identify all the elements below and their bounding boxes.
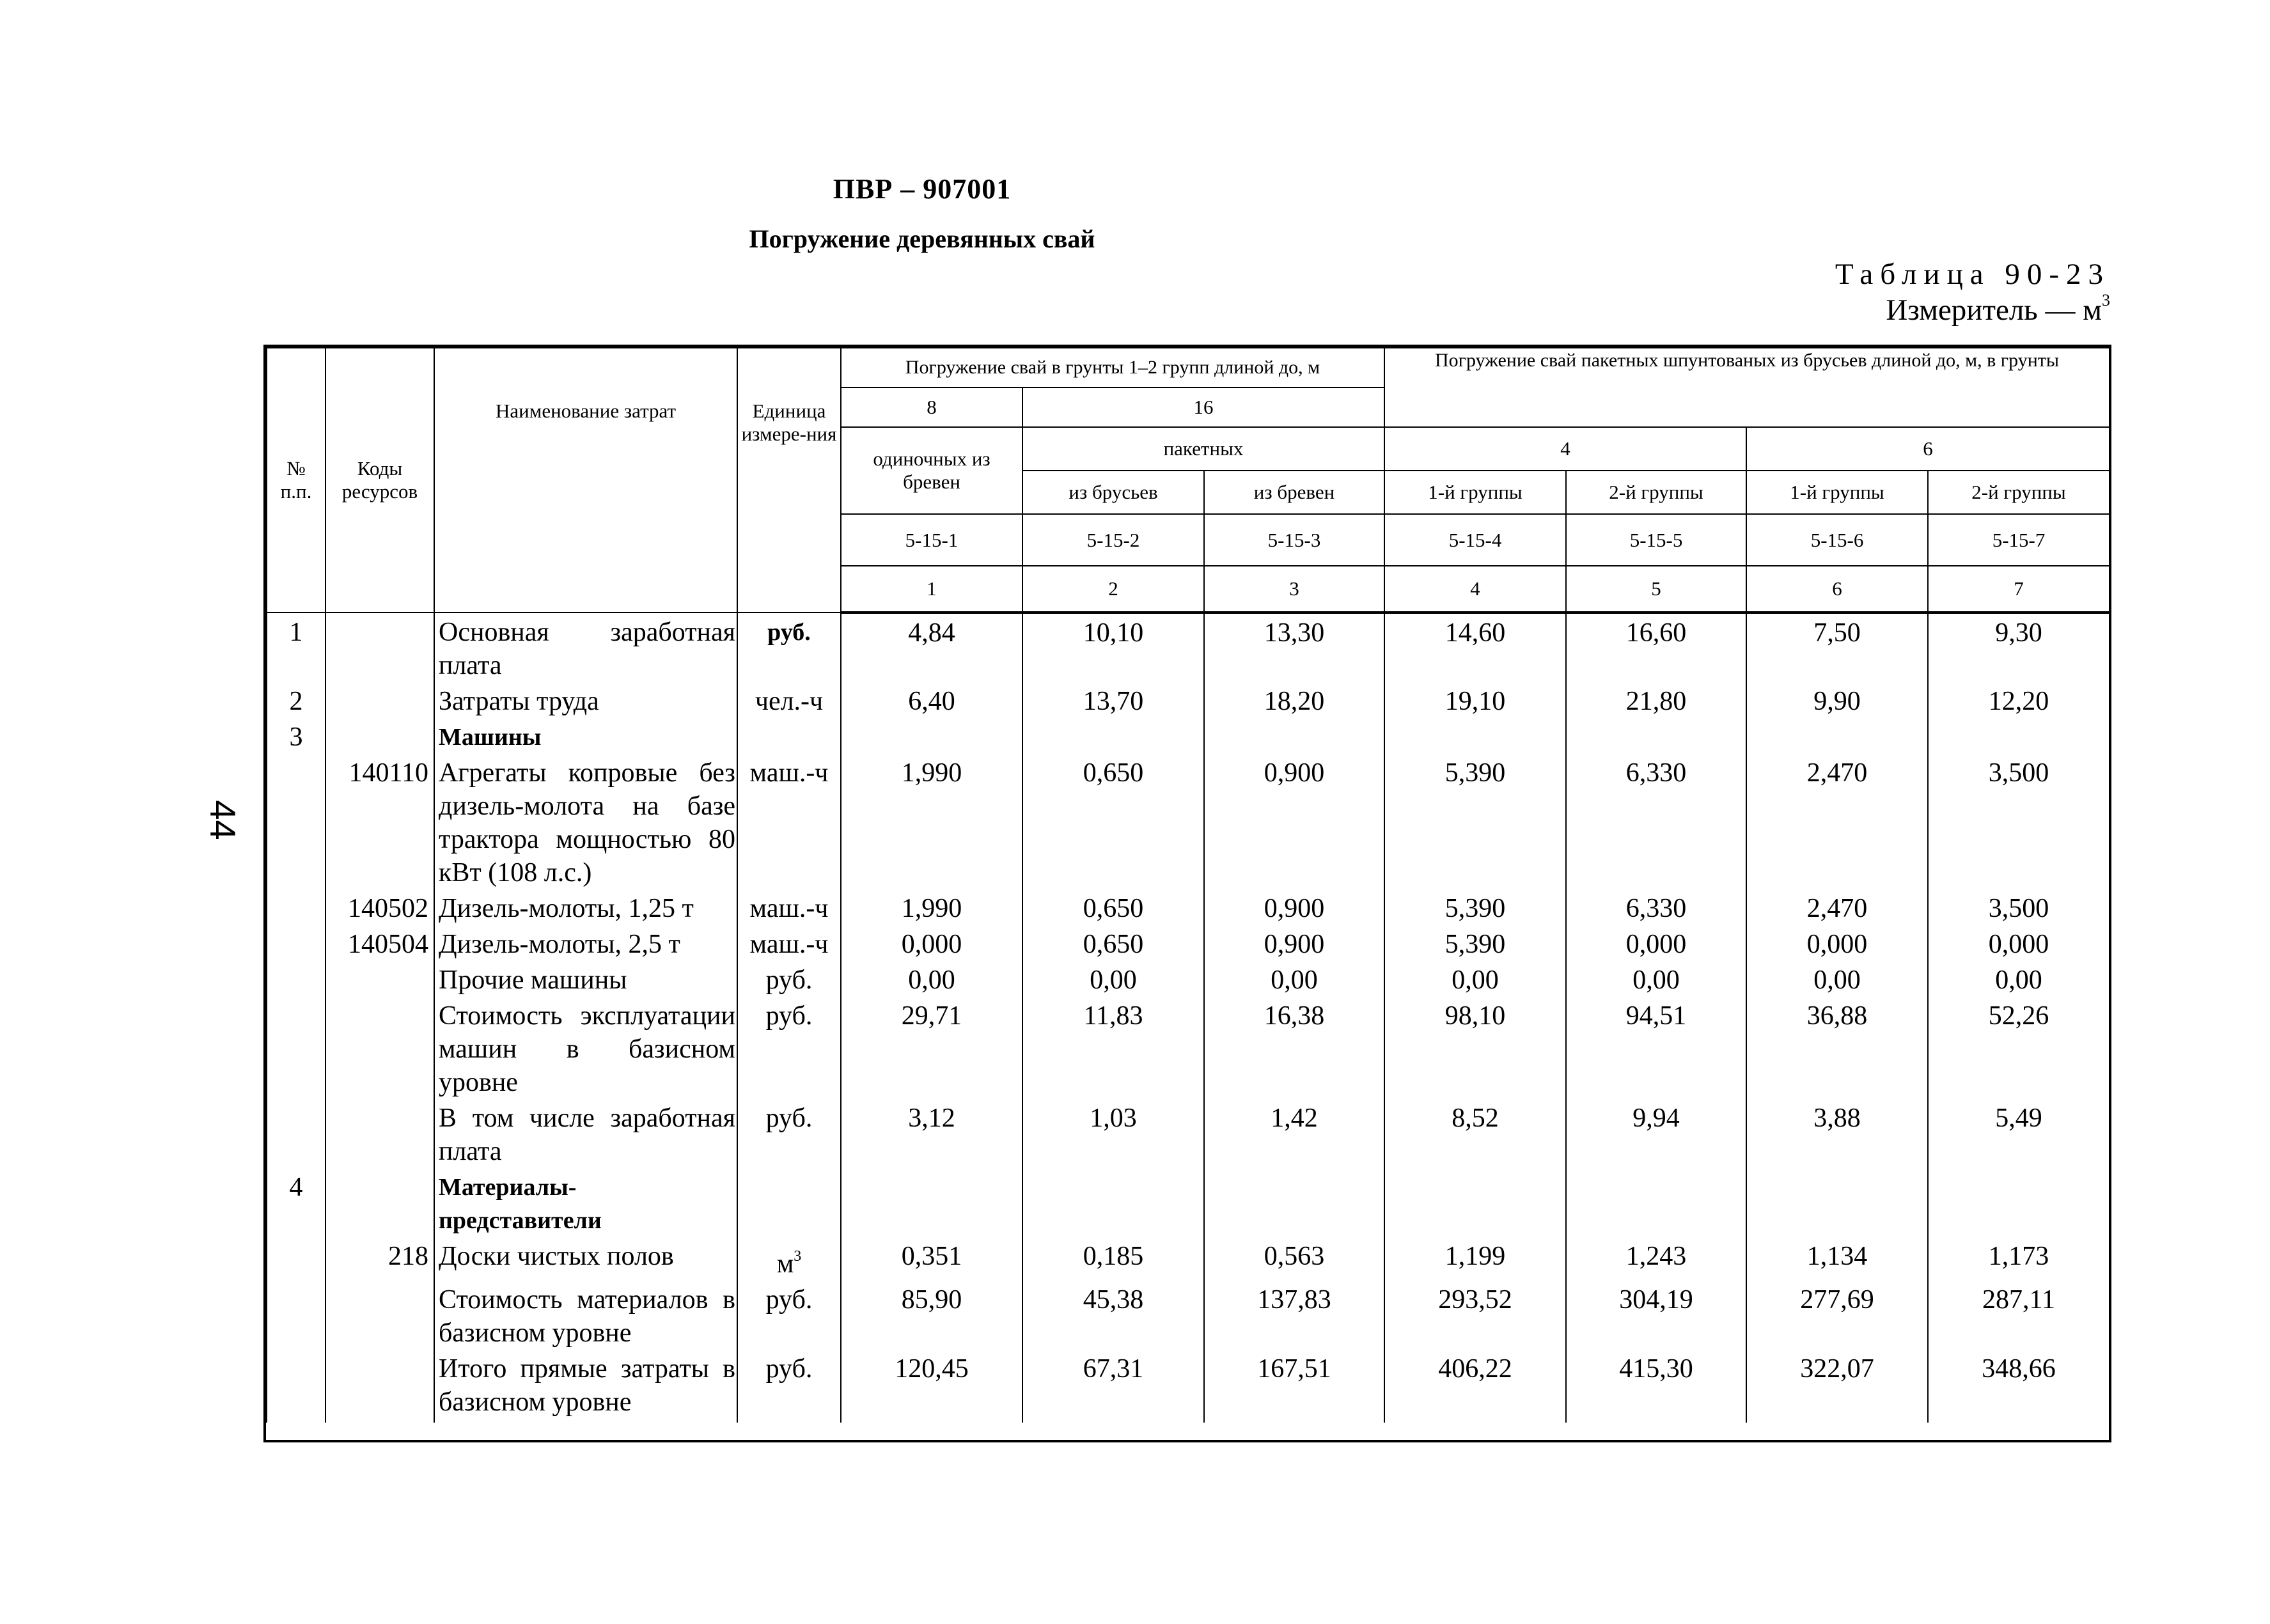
unit-of-measure: маш.-ч (737, 925, 841, 961)
header-col-codes: Коды ресурсов (325, 348, 434, 613)
value-cell: 94,51 (1566, 997, 1746, 1099)
value-cell: 29,71 (841, 997, 1022, 1099)
table-row (267, 1237, 2110, 1281)
value-cell: 0,000 (1928, 925, 2110, 961)
value-cell: 3,500 (1928, 754, 2110, 889)
header-code-cell: 5-15-7 (1928, 514, 2110, 566)
row-number: 4 (267, 1168, 325, 1237)
value-cell (1204, 718, 1384, 754)
value-cell: 45,38 (1022, 1281, 1204, 1350)
row-number: 1 (267, 613, 325, 682)
header-group-1: Погружение свай в грунты 1–2 групп длиной до, м (841, 348, 1384, 387)
row-number (267, 889, 325, 925)
header-col-name: Наименование затрат (434, 348, 737, 613)
header-soil-group-2: 2-й группы (1566, 471, 1746, 514)
value-cell: 0,00 (1566, 961, 1746, 997)
table-row (267, 997, 2110, 1099)
table-row (267, 889, 2110, 925)
unit-of-measure: руб. (737, 1281, 841, 1350)
unit-text: м (776, 1249, 794, 1279)
unit-of-measure: руб. (737, 961, 841, 997)
value-cell (1746, 1168, 1928, 1237)
document-title: ПВР – 907001 (833, 173, 1012, 205)
value-cell: 7,50 (1746, 613, 1928, 682)
measure-superscript: 3 (2102, 291, 2110, 309)
value-cell: 167,51 (1204, 1350, 1384, 1423)
value-cell: 304,19 (1566, 1281, 1746, 1350)
value-cell: 9,90 (1746, 682, 1928, 718)
value-cell: 0,00 (1746, 961, 1928, 997)
table-row (267, 961, 2110, 997)
value-cell (841, 718, 1022, 754)
header-number-cell: 1 (841, 566, 1022, 613)
value-cell: 2,470 (1746, 754, 1928, 889)
value-cell: 3,12 (841, 1099, 1022, 1168)
cost-name: Затраты труда (434, 682, 737, 718)
header-from-beams: из брусьев (1022, 471, 1204, 514)
row-number (267, 961, 325, 997)
header-code-cell: 5-15-5 (1566, 514, 1746, 566)
cost-table (263, 345, 2111, 1442)
unit-of-measure (737, 1168, 841, 1237)
document-subtitle: Погружение деревянных свай (749, 224, 1095, 253)
row-number (267, 1350, 325, 1423)
value-cell: 2,470 (1746, 889, 1928, 925)
header-col-no: № п.п. (267, 348, 325, 613)
value-cell (841, 1168, 1022, 1237)
value-cell: 0,185 (1022, 1237, 1204, 1281)
value-cell: 6,40 (841, 682, 1022, 718)
value-cell: 16,38 (1204, 997, 1384, 1099)
value-cell: 0,00 (841, 961, 1022, 997)
header-single-logs: одиночных из бревен (841, 427, 1022, 514)
row-number (267, 1237, 325, 1281)
cost-name: В том числе заработная плата (434, 1099, 737, 1168)
header-length-16: 16 (1022, 387, 1384, 427)
value-cell: 12,20 (1928, 682, 2110, 718)
table-row (267, 1099, 2110, 1168)
table-row (267, 754, 2110, 889)
value-cell: 0,000 (1566, 925, 1746, 961)
table-label: Таблица 90-23 (1835, 258, 2110, 291)
value-cell (1022, 718, 1204, 754)
value-cell: 277,69 (1746, 1281, 1928, 1350)
value-cell: 0,351 (841, 1237, 1022, 1281)
value-cell: 14,60 (1384, 613, 1566, 682)
value-cell: 5,49 (1928, 1099, 2110, 1168)
value-cell: 0,900 (1204, 889, 1384, 925)
unit-of-measure: чел.-ч (737, 682, 841, 718)
value-cell (1204, 1168, 1384, 1237)
value-cell: 406,22 (1384, 1350, 1566, 1423)
unit-superscript: 3 (794, 1248, 802, 1265)
value-cell: 67,31 (1022, 1350, 1204, 1423)
table-body (267, 613, 2110, 1423)
resource-code (325, 961, 434, 997)
value-cell: 19,10 (1384, 682, 1566, 718)
value-cell: 0,650 (1022, 925, 1204, 961)
value-cell: 6,330 (1566, 754, 1746, 889)
cost-table-grid (266, 347, 2110, 1423)
cost-name: Доски чистых полов (434, 1237, 737, 1281)
header-length-6: 6 (1746, 427, 2110, 471)
value-cell: 0,000 (841, 925, 1022, 961)
resource-code: 140504 (325, 925, 434, 961)
table-header (267, 348, 2110, 613)
value-cell: 16,60 (1566, 613, 1746, 682)
header-soil-group-1: 1-й группы (1384, 471, 1566, 514)
value-cell: 1,990 (841, 889, 1022, 925)
unit-of-measure: руб. (737, 1099, 841, 1168)
value-cell: 3,88 (1746, 1099, 1928, 1168)
value-cell: 10,10 (1022, 613, 1204, 682)
header-from-logs: из бревен (1204, 471, 1384, 514)
header-code-cell: 5-15-2 (1022, 514, 1204, 566)
value-cell: 0,00 (1022, 961, 1204, 997)
value-cell: 1,03 (1022, 1099, 1204, 1168)
value-cell (1022, 1168, 1204, 1237)
value-cell: 11,83 (1022, 997, 1204, 1099)
value-cell: 287,11 (1928, 1281, 2110, 1350)
value-cell: 5,390 (1384, 754, 1566, 889)
resource-code (325, 613, 434, 682)
header-group-2: Погружение свай пакетных шпунтованых из брусьев длиной до, м, в грунты (1384, 348, 2110, 427)
value-cell (1566, 718, 1746, 754)
value-cell: 9,30 (1928, 613, 2110, 682)
unit-of-measure: руб. (737, 613, 841, 682)
cost-name: Основная заработная плата (434, 613, 737, 682)
row-number (267, 997, 325, 1099)
header-number-cell: 5 (1566, 566, 1746, 613)
table-row (267, 1350, 2110, 1423)
value-cell: 5,390 (1384, 889, 1566, 925)
value-cell: 1,243 (1566, 1237, 1746, 1281)
value-cell: 1,173 (1928, 1237, 2110, 1281)
table-row (267, 1281, 2110, 1350)
measure-text: Измеритель — м (1886, 293, 2102, 327)
row-number: 2 (267, 682, 325, 718)
value-cell: 0,900 (1204, 754, 1384, 889)
header-code-cell: 5-15-6 (1746, 514, 1928, 566)
value-cell: 1,134 (1746, 1237, 1928, 1281)
table-row (267, 718, 2110, 754)
cost-name: Материалы-представители (434, 1168, 737, 1237)
cost-name: Машины (434, 718, 737, 754)
measure-label (1886, 291, 2110, 327)
resource-code: 140110 (325, 754, 434, 889)
value-cell: 5,390 (1384, 925, 1566, 961)
table-row (267, 682, 2110, 718)
resource-code (325, 1099, 434, 1168)
value-cell (1928, 718, 2110, 754)
header-number-cell: 7 (1928, 566, 2110, 613)
cost-name: Стоимость материалов в базисном уровне (434, 1281, 737, 1350)
resource-code (325, 1168, 434, 1237)
header-code-cell: 5-15-1 (841, 514, 1022, 566)
value-cell: 21,80 (1566, 682, 1746, 718)
value-cell (1746, 718, 1928, 754)
value-cell: 348,66 (1928, 1350, 2110, 1423)
unit-of-measure (737, 718, 841, 754)
header-number-cell: 3 (1204, 566, 1384, 613)
header-code-cell: 5-15-3 (1204, 514, 1384, 566)
cost-name: Дизель-молоты, 2,5 т (434, 925, 737, 961)
unit-of-measure (737, 1237, 841, 1281)
resource-code (325, 1350, 434, 1423)
value-cell: 0,563 (1204, 1237, 1384, 1281)
value-cell: 3,500 (1928, 889, 2110, 925)
cost-name: Агрегаты копровые без дизель-молота на базе трактора мощностью 80 кВт (108 л.с.) (434, 754, 737, 889)
resource-code (325, 997, 434, 1099)
row-number: 3 (267, 718, 325, 754)
resource-code: 218 (325, 1237, 434, 1281)
value-cell: 0,000 (1746, 925, 1928, 961)
value-cell: 52,26 (1928, 997, 2110, 1099)
value-cell: 415,30 (1566, 1350, 1746, 1423)
value-cell: 8,52 (1384, 1099, 1566, 1168)
value-cell (1384, 1168, 1566, 1237)
value-cell: 98,10 (1384, 997, 1566, 1099)
value-cell: 0,00 (1384, 961, 1566, 997)
table-row (267, 1168, 2110, 1237)
value-cell: 0,00 (1204, 961, 1384, 997)
value-cell (1928, 1168, 2110, 1237)
value-cell: 0,00 (1928, 961, 2110, 997)
header-number-cell: 4 (1384, 566, 1566, 613)
value-cell: 1,199 (1384, 1237, 1566, 1281)
value-cell (1384, 718, 1566, 754)
value-cell: 1,42 (1204, 1099, 1384, 1168)
unit-of-measure: маш.-ч (737, 754, 841, 889)
header-number-cell: 6 (1746, 566, 1928, 613)
value-cell: 120,45 (841, 1350, 1022, 1423)
cost-name: Дизель-молоты, 1,25 т (434, 889, 737, 925)
resource-code (325, 718, 434, 754)
value-cell: 18,20 (1204, 682, 1384, 718)
value-cell: 322,07 (1746, 1350, 1928, 1423)
value-cell: 0,900 (1204, 925, 1384, 961)
header-length-4: 4 (1384, 427, 1746, 471)
table-row (267, 925, 2110, 961)
cost-name: Итого прямые затраты в базисном уровне (434, 1350, 737, 1423)
value-cell: 6,330 (1566, 889, 1746, 925)
header-length-8: 8 (841, 387, 1022, 427)
value-cell: 13,70 (1022, 682, 1204, 718)
value-cell: 9,94 (1566, 1099, 1746, 1168)
resource-code: 140502 (325, 889, 434, 925)
value-cell (1566, 1168, 1746, 1237)
value-cell: 36,88 (1746, 997, 1928, 1099)
value-cell: 85,90 (841, 1281, 1022, 1350)
value-cell: 13,30 (1204, 613, 1384, 682)
row-number (267, 754, 325, 889)
resource-code (325, 682, 434, 718)
table-row (267, 613, 2110, 682)
value-cell: 0,650 (1022, 889, 1204, 925)
unit-of-measure: маш.-ч (737, 889, 841, 925)
resource-code (325, 1281, 434, 1350)
value-cell: 0,650 (1022, 754, 1204, 889)
header-soil-group-2: 2-й группы (1928, 471, 2110, 514)
cost-name: Стоимость эксплуатации машин в базисном уровне (434, 997, 737, 1099)
value-cell: 293,52 (1384, 1281, 1566, 1350)
value-cell: 1,990 (841, 754, 1022, 889)
page-number: 44 (203, 800, 244, 840)
header-code-cell: 5-15-4 (1384, 514, 1566, 566)
row-number (267, 925, 325, 961)
header-number-cell: 2 (1022, 566, 1204, 613)
row-number (267, 1099, 325, 1168)
cost-name: Прочие машины (434, 961, 737, 997)
unit-of-measure: руб. (737, 997, 841, 1099)
header-packets: пакетных (1022, 427, 1384, 471)
value-cell: 137,83 (1204, 1281, 1384, 1350)
value-cell: 4,84 (841, 613, 1022, 682)
row-number (267, 1281, 325, 1350)
header-soil-group-1: 1-й группы (1746, 471, 1928, 514)
unit-of-measure: руб. (737, 1350, 841, 1423)
header-col-unit: Единица измере-ния (737, 348, 841, 613)
